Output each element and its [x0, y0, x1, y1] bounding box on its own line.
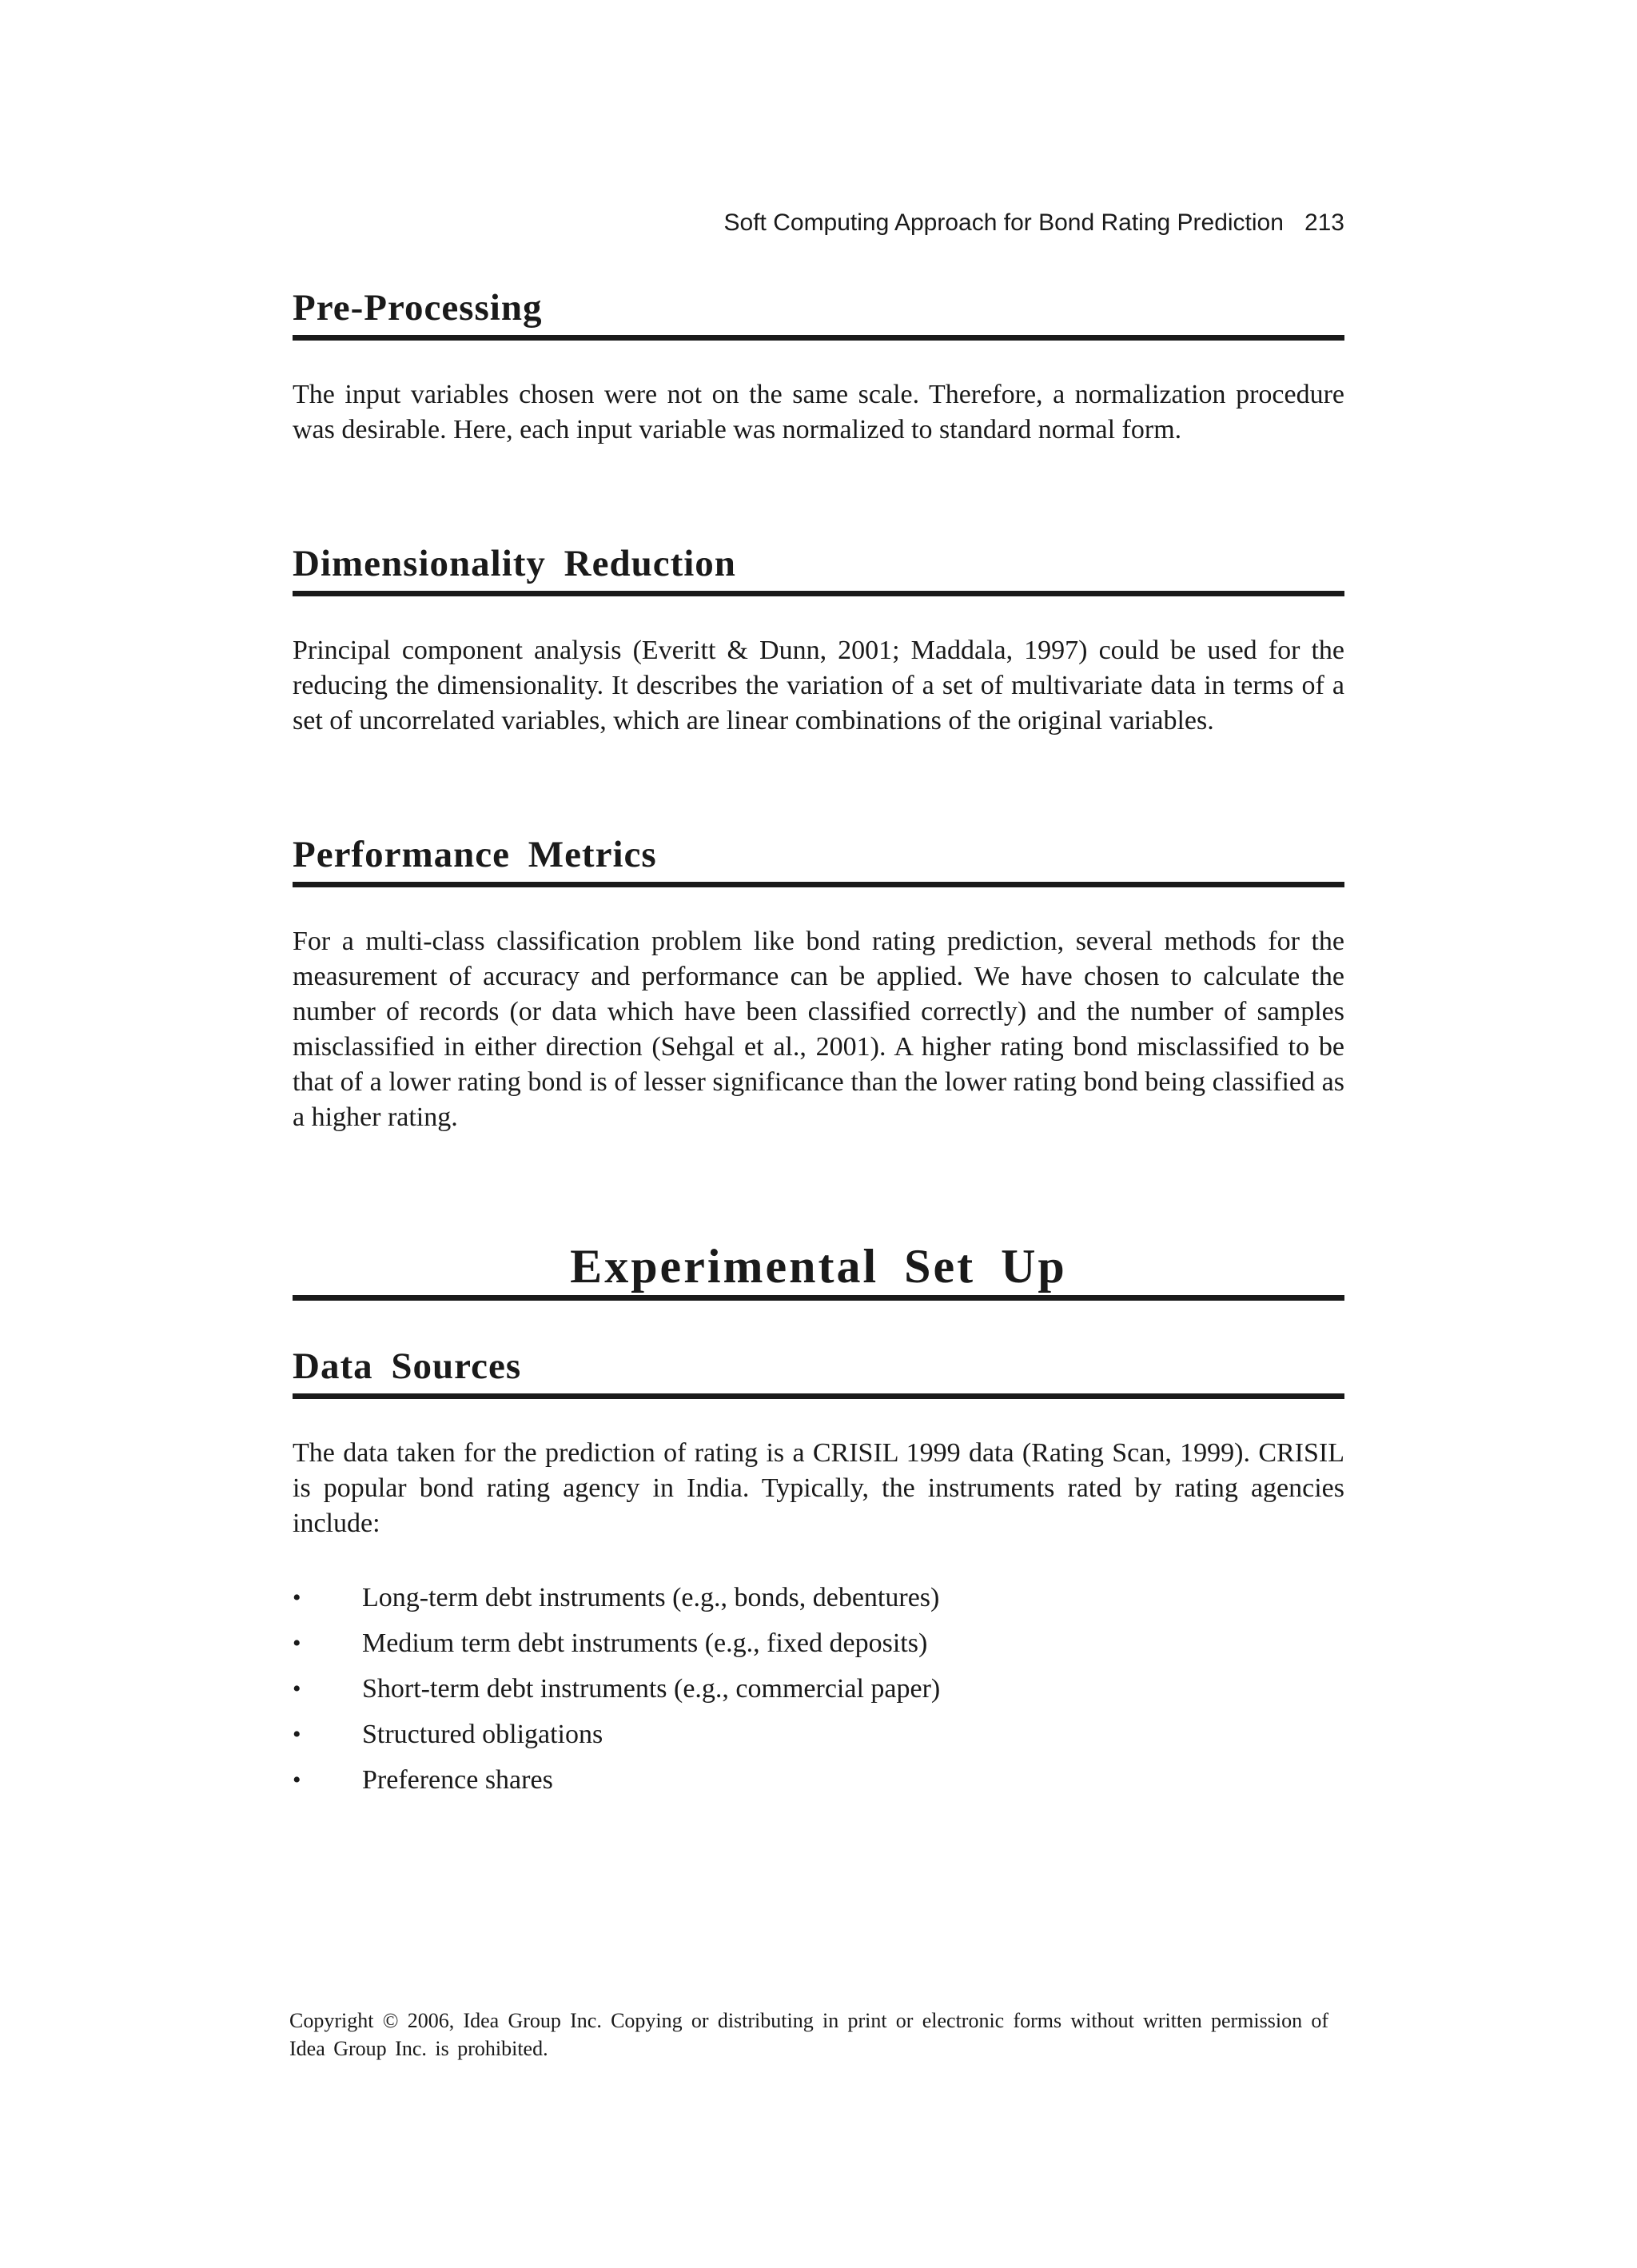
- paragraph: The data taken for the prediction of rating is a CRISIL 1999 data (Rating Scan, 1999). CRISIL is popular bond rating agency in India. Typically, the instruments rated by rating agencies include:: [293, 1438, 1344, 1538]
- bullet-icon: •: [293, 1584, 301, 1611]
- list-item-text: Short-term debt instruments (e.g., commercial paper): [362, 1674, 941, 1704]
- paragraph: The input variables chosen were not on the same scale. Therefore, a normalization procedure was desirable. Here, each input variable was normalized to standard normal form.: [293, 380, 1344, 444]
- list-item: [293, 1666, 1344, 1712]
- chapter-heading: Experimental Set Up: [293, 1242, 1344, 1301]
- bullet-icon: •: [293, 1767, 301, 1793]
- list-item: [293, 1575, 1344, 1620]
- list-item-text: Preference shares: [362, 1765, 553, 1795]
- list-item: [293, 1712, 1344, 1757]
- bullet-icon: •: [293, 1676, 301, 1702]
- list-item-text: Long-term debt instruments (e.g., bonds, debentures): [362, 1583, 940, 1612]
- list-item: [293, 1757, 1344, 1803]
- page-number: 213: [1304, 209, 1344, 236]
- copyright-notice: Copyright © 2006, Idea Group Inc. Copying or distributing in print or electronic forms without written permission of Idea Group Inc. is prohibited.: [289, 2009, 1328, 2060]
- bullet-icon: •: [293, 1721, 301, 1748]
- section-heading: Data Sources: [293, 1348, 1344, 1399]
- section-experimental-set-up: [293, 1242, 1344, 1301]
- section-heading: Performance Metrics: [293, 836, 1344, 887]
- paragraph: Principal component analysis (Everitt & Dunn, 2001; Maddala, 1997) could be used for the reducing the dimensionality. It describes the variation of a set of multivariate data in terms of a set of uncorrelated variables, which are linear combinations of the original variables.: [293, 636, 1344, 735]
- running-title: Soft Computing Approach for Bond Rating Prediction: [723, 209, 1284, 236]
- list-item-text: Medium term debt instruments (e.g., fixed deposits): [362, 1628, 928, 1658]
- section-preprocessing: [293, 289, 1344, 448]
- bullet-icon: •: [293, 1630, 301, 1656]
- section-dimensionality-reduction: [293, 545, 1344, 739]
- section-data-sources: [293, 1345, 1344, 1803]
- list-item: [293, 1620, 1344, 1666]
- instrument-list: [293, 1575, 1344, 1803]
- running-header: [724, 209, 1344, 237]
- section-heading: Dimensionality Reduction: [293, 545, 1344, 596]
- section-performance-metrics: [293, 836, 1344, 1135]
- section-heading: Pre-Processing: [293, 289, 1344, 341]
- list-item-text: Structured obligations: [362, 1720, 603, 1749]
- paragraph: For a multi-class classification problem like bond rating prediction, several methods for the measurement of accuracy and performance can be applied. We have chosen to calculate the number of records (or data which have been classified correctly) and the number of samples misclassified in either direction (Sehgal et al., 2001). A higher rating bond misclassified to be that of a lower rating bond is of lesser significance than the lower rating bond being classified as a higher rating.: [293, 927, 1344, 1132]
